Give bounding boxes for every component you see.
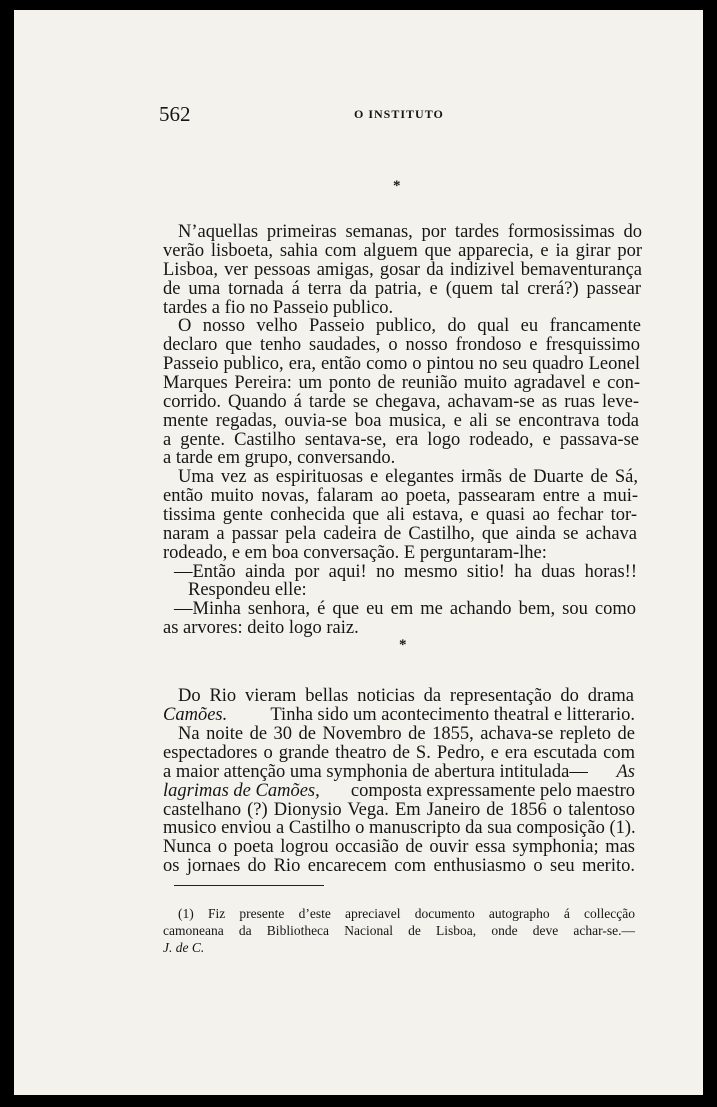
text-run: a maior attenção uma symphonia de abertura intitulada— [163, 762, 588, 782]
text-line: Uma vez as espirituosas e elegantes irmãs de Duarte de Sá, [178, 467, 638, 487]
text-line: Marques Pereira: um ponto de reunião muito agradavel e con- [163, 373, 640, 393]
text-line: os jornaes do Rio encarecem com enthusiasmo o seu merito. [163, 856, 635, 876]
text-line: tardes a fio no Passeio publico. [163, 298, 394, 318]
text-line: —Minha senhora, é que eu em me achando bem, sou como [174, 599, 636, 619]
text-line [163, 763, 635, 781]
text-line: Respondeu elle: [188, 580, 307, 600]
footnote-signature [163, 940, 204, 956]
text-line: N’aquellas primeiras semanas, por tardes formosissimas do [178, 222, 642, 242]
text-line: Lisboa, ver pessoas amigas, gosar da indizivel bemaventurança [163, 260, 642, 280]
text-run: Tinha sido um acontecimento theatral e litterario. [270, 705, 635, 725]
signature-text: J. de C. [163, 940, 205, 955]
page-number: 562 [159, 102, 191, 126]
text-line: rodeado, e em boa conversação. E perguntaram-lhe: [163, 543, 547, 563]
running-title: O INSTITUTO [354, 107, 444, 121]
text-line: Do Rio vieram bellas noticias da representação do drama [178, 686, 634, 706]
text-line: castelhano (?) Dionysio Vega. Em Janeiro de 1856 o talentoso [163, 800, 635, 820]
section-ornament: * [393, 178, 401, 194]
text-line: espectadores o grande theatro de S. Pedro, e era escutada com [163, 743, 635, 763]
footnote-line: (1) Fiz presente d’este apreciavel documento autographo á collecção [178, 906, 635, 921]
text-line: declaro que tenho saudades, o nosso frondoso e fresquissimo [163, 335, 640, 355]
text-line [163, 706, 635, 724]
footnote-rule [174, 885, 324, 886]
text-line: Nunca o poeta logrou occasião de ouvir essa symphonia; mas [163, 837, 635, 857]
italic-title: Camões. [163, 705, 228, 725]
text-line: —Então ainda por aqui! no mesmo sitio! ha duas horas!! [174, 562, 637, 582]
text-line [163, 782, 635, 800]
text-line: O nosso velho Passeio publico, do qual eu francamente [178, 316, 641, 336]
text-line: mente regadas, ouvia-se boa musica, e ali se encontrava toda [163, 411, 639, 431]
italic-title: lagrimas de Camões, [163, 781, 320, 801]
footnote-line: camoneana da Bibliotheca Nacional de Lisboa, onde deve achar-se.— [163, 923, 635, 938]
text-line: a gente. Castilho sentava-se, era logo rodeado, e passava-se [163, 430, 639, 450]
italic-title: As [616, 762, 635, 782]
text-run: composta expressamente pelo maestro [350, 781, 635, 801]
text-line: Na noite de 30 de Novembro de 1855, achava-se repleto de [178, 724, 635, 744]
text-line: de uma tornada á terra da patria, e (quem tal crerá?) passear [163, 279, 641, 299]
text-line: então muito novas, falaram ao poeta, passearam entre a mui- [163, 486, 638, 506]
book-page [14, 10, 703, 1095]
text-line: musico enviou a Castilho o manuscripto da sua composição (1). [163, 818, 636, 838]
text-line: naram a passar pela cadeira de Castilho, que ainda se achava [163, 524, 637, 544]
text-line: verão lisboeta, sahia com alguem que apparecia, e ia girar por [163, 241, 642, 261]
text-line: as arvores: deito logo raiz. [163, 618, 359, 638]
text-line: tissima gente conhecida que ali estava, e quasi ao fechar tor- [163, 505, 637, 525]
text-line: corrido. Quando á tarde se chegava, achavam-se as ruas leve- [163, 392, 639, 412]
section-ornament: * [399, 637, 407, 653]
text-line: Passeio publico, era, então como o pintou no seu quadro Leonel [163, 354, 640, 374]
text-line: a tarde em grupo, conversando. [163, 448, 396, 468]
